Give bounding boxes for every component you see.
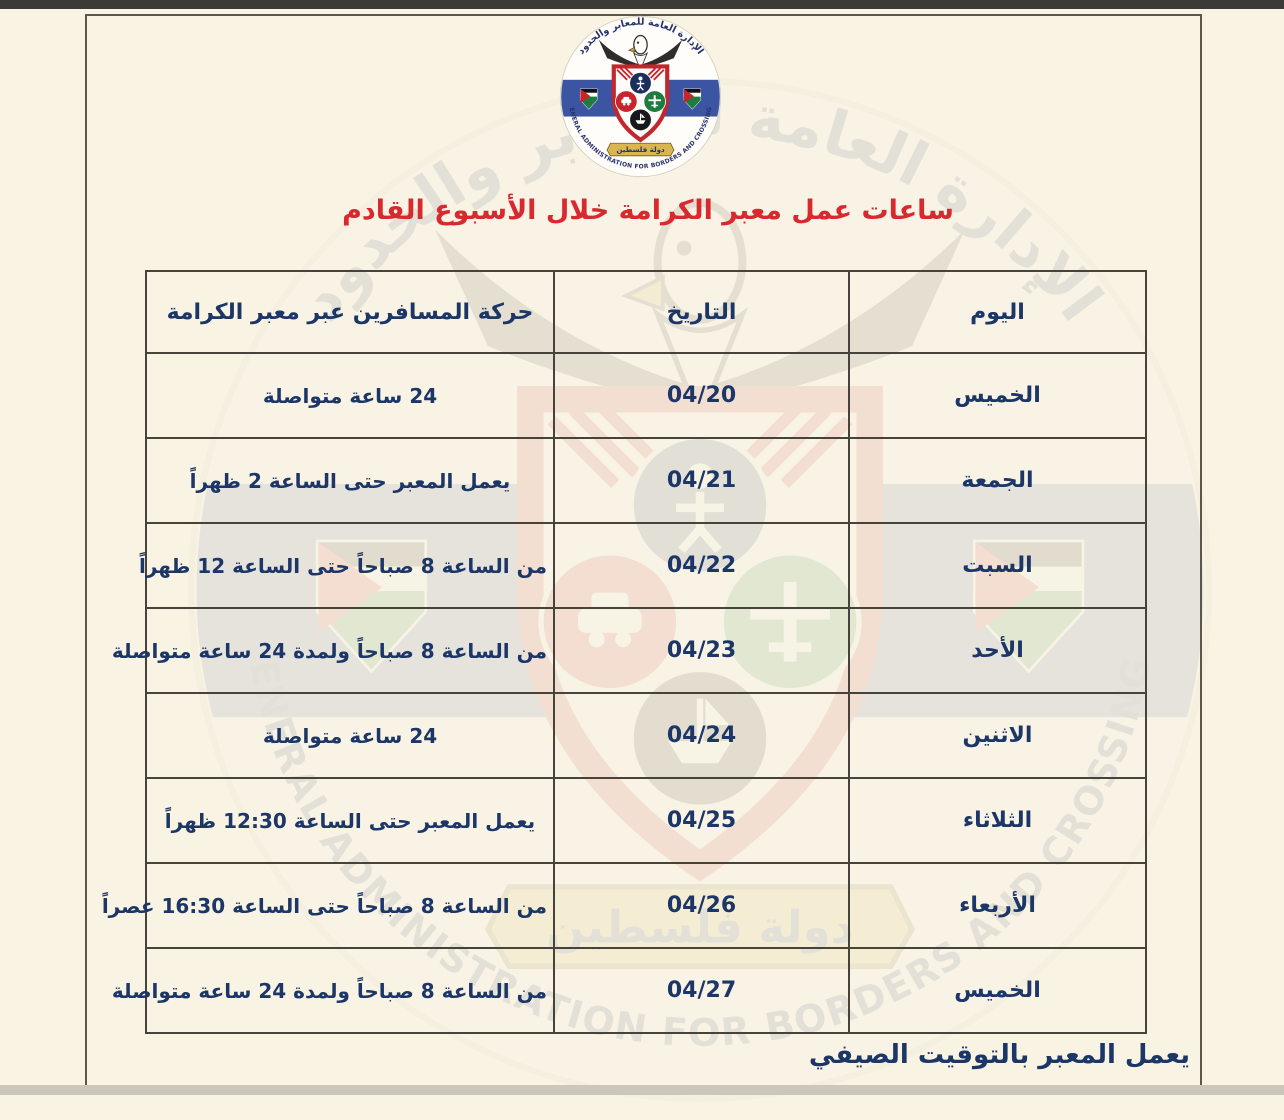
date-cell: 04/23 [554, 608, 849, 693]
table-header-row [146, 271, 1146, 353]
movement-cell: يعمل المعبر حتى الساعة 2 ظهراً [146, 438, 554, 523]
table-row [146, 948, 1146, 1033]
movement-cell: 24 ساعة متواصلة [146, 353, 554, 438]
page-title: ساعات عمل معبر الكرامة خلال الأسبوع القادم [342, 195, 954, 226]
day-cell: الخميس [849, 353, 1146, 438]
table-row [146, 353, 1146, 438]
day-cell: الجمعة [849, 438, 1146, 523]
date-cell: 04/22 [554, 523, 849, 608]
table-row [146, 523, 1146, 608]
movement-cell: من الساعة 8 صباحاً ولمدة 24 ساعة متواصلة [146, 608, 554, 693]
header-day: اليوم [849, 271, 1146, 353]
day-cell: الأحد [849, 608, 1146, 693]
day-cell: الاثنين [849, 693, 1146, 778]
table-row [146, 778, 1146, 863]
date-cell: 04/26 [554, 863, 849, 948]
header-movement: حركة المسافرين عبر معبر الكرامة [146, 271, 554, 353]
date-cell: 04/21 [554, 438, 849, 523]
table-row [146, 438, 1146, 523]
movement-cell: من الساعة 8 صباحاً حتى الساعة 16:30 عصراً [146, 863, 554, 948]
header-date: التاريخ [554, 271, 849, 353]
authority-emblem-logo [557, 13, 724, 180]
schedule-table [101, 270, 1147, 1034]
movement-cell: من الساعة 8 صباحاً ولمدة 24 ساعة متواصلة [146, 948, 554, 1033]
day-cell: الثلاثاء [849, 778, 1146, 863]
schedule-table-container [101, 270, 1147, 1034]
movement-cell: من الساعة 8 صباحاً حتى الساعة 12 ظهراً [146, 523, 554, 608]
date-cell: 04/20 [554, 353, 849, 438]
date-cell: 04/27 [554, 948, 849, 1033]
movement-cell: 24 ساعة متواصلة [146, 693, 554, 778]
footer-note: يعمل المعبر بالتوقيت الصيفي [808, 1040, 1190, 1070]
day-cell: الأربعاء [849, 863, 1146, 948]
top-edge-bar [0, 0, 1284, 9]
table-row [146, 863, 1146, 948]
table-row [146, 608, 1146, 693]
movement-cell: يعمل المعبر حتى الساعة 12:30 ظهراً [146, 778, 554, 863]
bottom-edge-strip [0, 1085, 1284, 1095]
date-cell: 04/25 [554, 778, 849, 863]
day-cell: الخميس [849, 948, 1146, 1033]
day-cell: السبت [849, 523, 1146, 608]
table-row [146, 693, 1146, 778]
date-cell: 04/24 [554, 693, 849, 778]
